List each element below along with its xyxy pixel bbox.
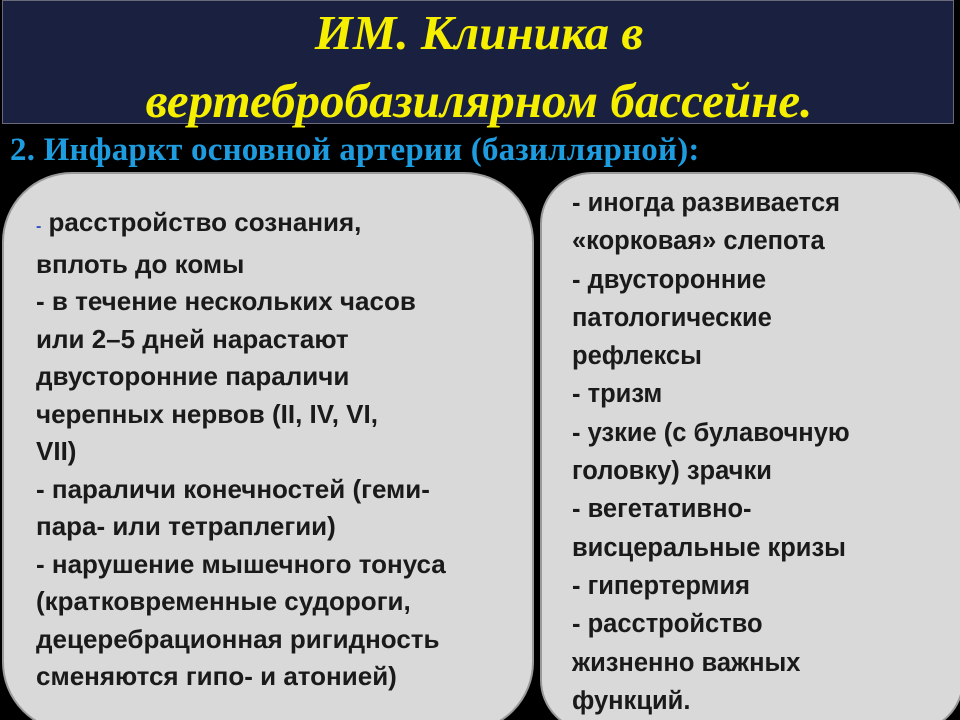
section-subtitle: 2. Инфаркт основной артерии (базиллярной): — [10, 132, 700, 168]
list-item: - гипертермия — [572, 571, 751, 600]
right-symptoms-list — [572, 184, 912, 720]
list-item: - расстройство жизненно важных функций. — [572, 610, 801, 715]
list-item: - узкие (с булавочную головку) зрачки — [572, 418, 850, 486]
title-line-2: вертебробазилярном бассейне. — [145, 73, 813, 128]
left-symptoms-list — [36, 204, 516, 696]
list-item: - двусторонние патологические рефлексы — [572, 265, 772, 371]
left-symptoms-panel — [2, 172, 534, 720]
list-item: - нарушение мышечного тонуса (кратковременные судороги, децеребрационная ригидность сменяются гипо- и атонией) — [36, 548, 446, 691]
list-item-text: расстройство сознания, вплоть до комы — [36, 207, 362, 279]
list-item: - иногда развивается «корковая» слепота — [572, 189, 841, 256]
list-dash: - — [36, 218, 42, 235]
title-line-1: ИМ. Клиника в — [314, 5, 644, 60]
list-item: - тризм — [572, 380, 663, 409]
list-item: - параличи конечностей (геми- пара- или тетраплегии) — [36, 473, 430, 541]
title-banner — [2, 0, 954, 128]
list-item: - в течение нескольких часов или 2–5 дней нарастают двусторонние параличи черепных нервов (II, IV, VI, VII) — [36, 286, 416, 466]
list-item: - вегетативно- висцеральные кризы — [572, 495, 846, 562]
right-symptoms-panel — [540, 172, 960, 720]
list-item — [36, 204, 516, 283]
